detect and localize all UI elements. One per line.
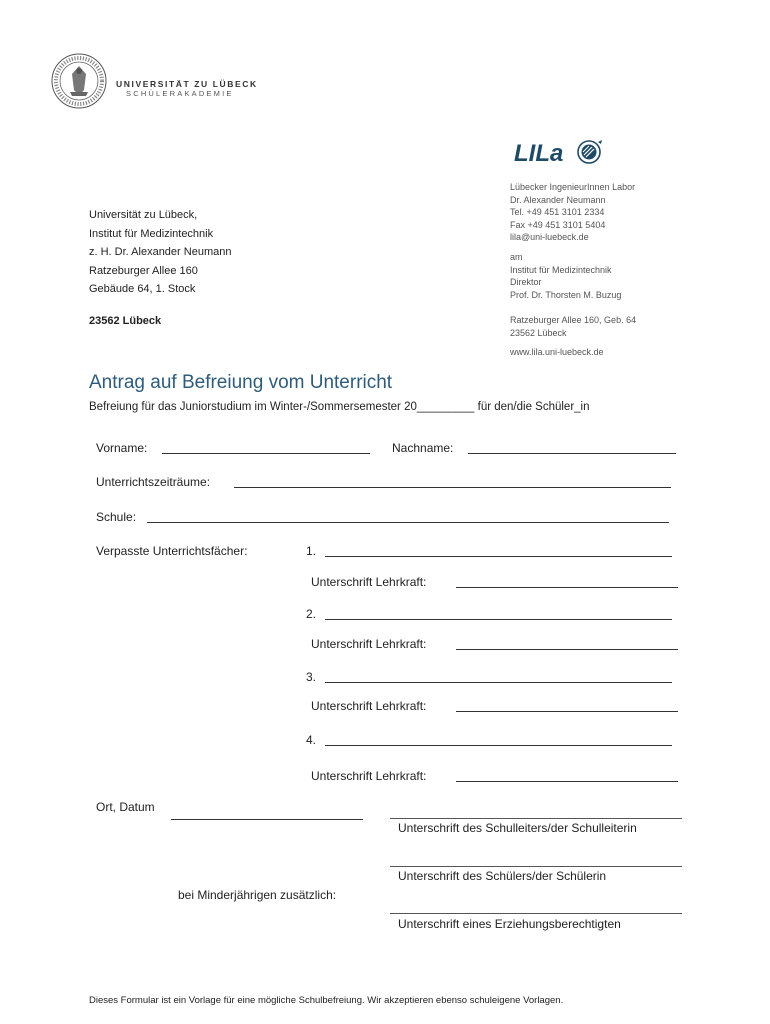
form-subtitle: Befreiung für das Juniorstudium im Winter-/Sommersemester 20_________ für den/die Schüler_in <box>89 401 590 413</box>
form-title: Antrag auf Befreiung vom Unterricht <box>89 372 393 393</box>
schulleitung-signature-label: Unterschrift des Schulleiters/der Schulleiterin <box>398 821 637 835</box>
contact-block-1 <box>510 181 635 244</box>
schueler-signature-field[interactable] <box>390 866 682 867</box>
zeitraeume-label: Unterrichtszeiträume: <box>96 475 211 489</box>
contact-line: Ratzeburger Allee 160, Geb. 64 <box>510 315 637 325</box>
nachname-field[interactable] <box>468 453 676 454</box>
contact-line: Lübecker IngenieurInnen Labor <box>510 182 636 192</box>
ort-datum-field[interactable] <box>171 819 363 820</box>
address-line: Universität zu Lübeck, <box>89 209 198 221</box>
contact-line: Institut für Medizintechnik <box>510 264 612 275</box>
contact-line: Prof. Dr. Thorsten M. Buzug <box>510 289 622 300</box>
schule-field[interactable] <box>147 522 669 523</box>
recipient-address <box>89 206 231 299</box>
footer-note: Dieses Formular ist ein Vorlage für eine mögliche Schulbefreiung. Wir akzeptieren ebenso schuleigene Vorlagen. <box>89 995 564 1006</box>
subject-number: 4. <box>306 733 317 747</box>
subject-number: 2. <box>306 607 317 621</box>
address-line: Ratzeburger Allee 160 <box>89 264 198 277</box>
address-line: Gebäude 64, 1. Stock <box>89 283 196 295</box>
contact-line: am <box>510 252 523 262</box>
subject-field[interactable] <box>325 619 672 620</box>
schule-label: Schule: <box>96 510 137 524</box>
contact-email[interactable]: lila@uni-luebeck.de <box>510 232 589 242</box>
teacher-signature-field[interactable] <box>456 649 678 650</box>
contact-phone: Tel. +49 451 3101 2334 <box>510 207 605 217</box>
address-line: Institut für Medizintechnik <box>89 227 214 240</box>
teacher-signature-label: Unterschrift Lehrkraft: <box>311 699 427 713</box>
lila-logo <box>514 138 610 168</box>
schulleitung-signature-field[interactable] <box>390 818 682 819</box>
zeitraeume-field[interactable] <box>234 487 671 488</box>
teacher-signature-label: Unterschrift Lehrkraft: <box>311 769 427 783</box>
lila-logo-text: LILa <box>514 140 564 167</box>
subject-number: 1. <box>306 544 317 558</box>
nachname-label: Nachname: <box>392 441 454 455</box>
contact-block-3 <box>510 314 636 339</box>
contact-website[interactable]: www.lila.uni-luebeck.de <box>510 347 604 357</box>
contact-block-2 <box>510 251 621 301</box>
subject-number: 3. <box>306 670 317 684</box>
contact-line: 23562 Lübeck <box>510 327 567 338</box>
university-subtitle: SCHÜLERAKADEMIE <box>126 89 234 98</box>
vorname-label: Vorname: <box>96 441 148 455</box>
subject-field[interactable] <box>325 745 672 746</box>
subject-field[interactable] <box>325 682 672 683</box>
university-name: UNIVERSITÄT ZU LÜBECK <box>116 79 258 89</box>
erziehung-signature-field[interactable] <box>390 913 682 914</box>
teacher-signature-field[interactable] <box>456 587 678 588</box>
schueler-signature-label: Unterschrift des Schülers/der Schülerin <box>398 869 607 883</box>
contact-line: Direktor <box>510 277 542 287</box>
teacher-signature-label: Unterschrift Lehrkraft: <box>311 575 427 589</box>
ort-datum-label: Ort, Datum <box>96 800 155 814</box>
minderjaehrig-label: bei Minderjährigen zusätzlich: <box>178 888 337 902</box>
teacher-signature-field[interactable] <box>456 711 678 712</box>
subject-field[interactable] <box>325 556 672 557</box>
contact-fax: Fax +49 451 3101 5404 <box>510 219 606 230</box>
faecher-label: Verpasste Unterrichtsfächer: <box>96 544 248 558</box>
vorname-field[interactable] <box>162 453 370 454</box>
address-city: 23562 Lübeck <box>89 315 162 327</box>
address-line: z. H. Dr. Alexander Neumann <box>89 246 232 258</box>
teacher-signature-field[interactable] <box>456 781 678 782</box>
erziehung-signature-label: Unterschrift eines Erziehungsberechtigten <box>398 917 621 931</box>
university-seal-logo <box>50 52 108 110</box>
teacher-signature-label: Unterschrift Lehrkraft: <box>311 637 427 651</box>
contact-line: Dr. Alexander Neumann <box>510 194 606 205</box>
